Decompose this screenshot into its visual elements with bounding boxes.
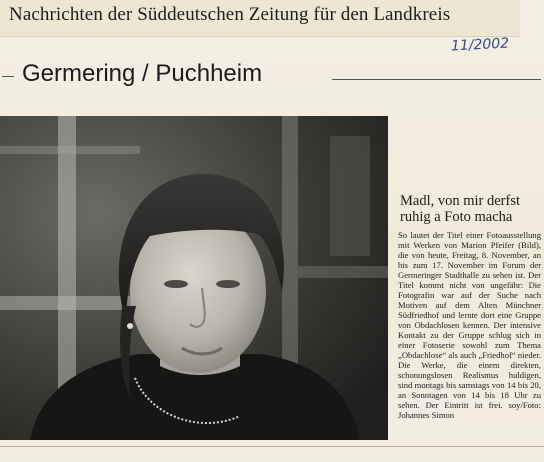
article-headline bbox=[400, 193, 541, 225]
bleed-through-text bbox=[392, 118, 542, 188]
portrait-photo-icon bbox=[0, 116, 388, 440]
section-title: Germering / Puchheim bbox=[22, 60, 263, 87]
bottom-rule bbox=[0, 446, 544, 447]
section-rule-right bbox=[332, 79, 541, 80]
article-body: So lautet der Titel einer Fotoausstellung mit Werken von Marion Pfeifer (Bild), die von heute, Freitag, 8. November, an bis zum 17. November im Forum der Germeringer Stadthalle zu sehen ist. Der Titel kommt nicht von ungefähr: Die Fotografin war auf der Suche nach Motiven auf dem Alten Münchner Südfriedhof und lernte dort eine Gruppe von Obdachlosen kennen. Der intensive Kontakt zu der Gruppe schlug sich in einer Fotoserie sowohl zum Thema „Obdachlose“ als auch „Friedhof“ nieder. Die Werke, die einem direkten, schonungslosen Realismus huldigen, sind montags bis samstags von 14 bis 20, an Sonntagen von 14 bis 18 Uhr zu sehen. Der Eintritt ist frei. soy/Foto: Johannes Simon bbox=[398, 230, 541, 420]
headline-line: ruhig a Foto macha bbox=[400, 209, 513, 225]
headline-line: Madl, von mir derfst bbox=[400, 193, 521, 209]
portrait-photo bbox=[0, 116, 388, 440]
article bbox=[398, 193, 541, 420]
section-rule-left bbox=[2, 76, 14, 77]
masthead-text: Nachrichten der Süddeutschen Zeitung für den Landkreis bbox=[9, 4, 451, 25]
handwritten-date: 11/2002 bbox=[450, 35, 510, 55]
